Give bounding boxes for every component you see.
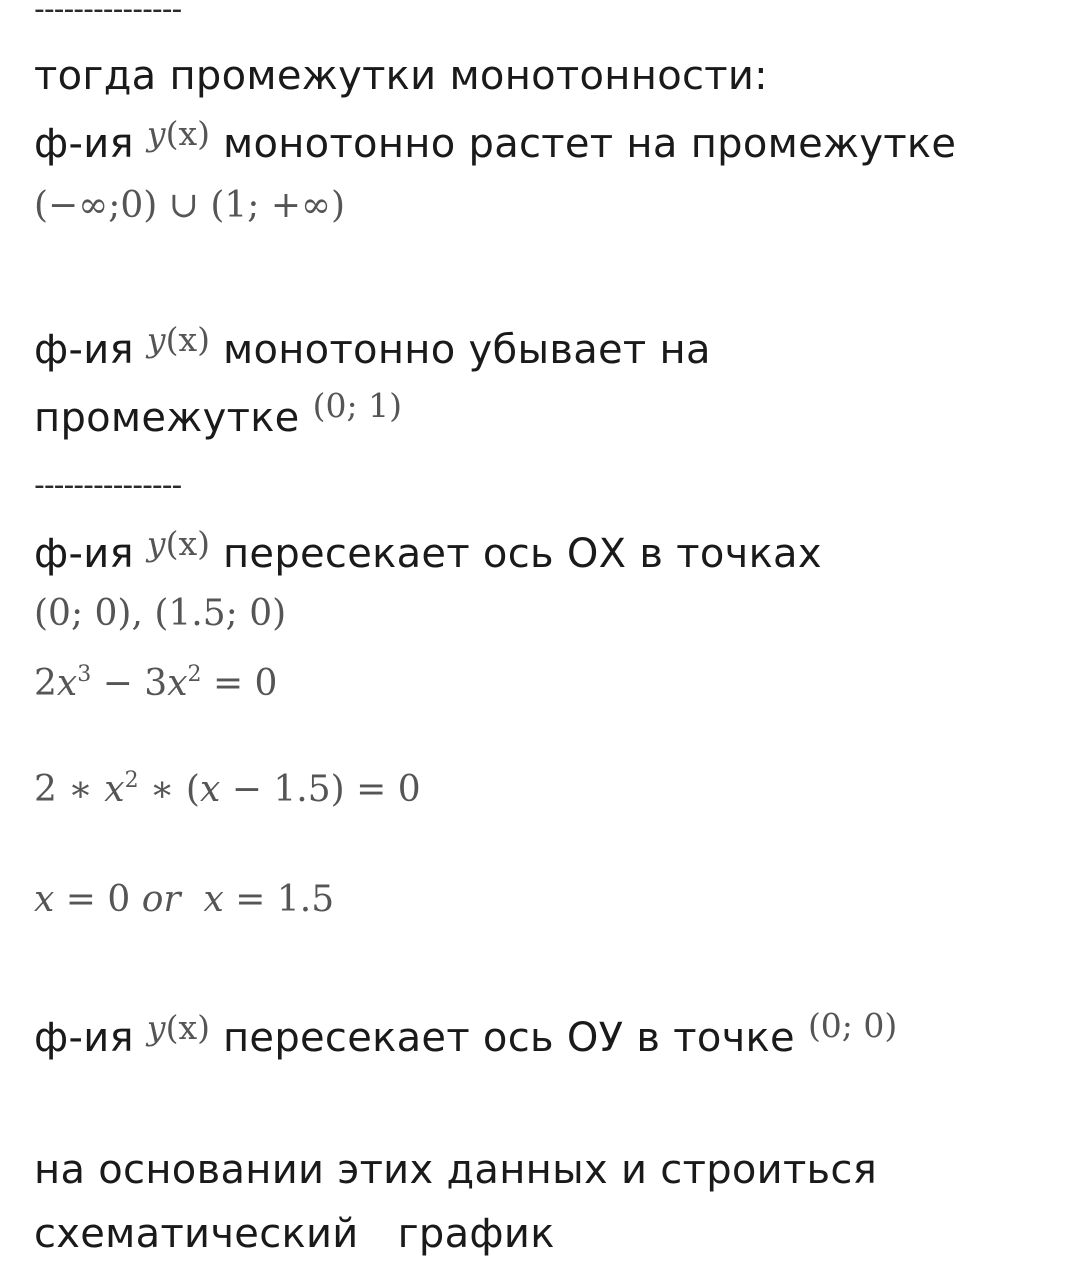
oy-point: (0; 0) [807, 1006, 898, 1045]
ox-prefix: ф-ия [34, 531, 134, 577]
conclusion-line-1: на основании этих данных и строиться [34, 1147, 878, 1193]
solution-var-2: x [203, 879, 224, 920]
eq1-mid: − 3 [91, 663, 168, 704]
oy-function [147, 1008, 210, 1047]
oy-text: пересекает ось ОУ в точке [222, 1015, 795, 1061]
ox-line [34, 524, 822, 580]
func-y: y [146, 1008, 166, 1047]
func-y: y [146, 114, 166, 153]
equation-1 [34, 660, 277, 708]
solution-value-2: = 1.5 [223, 879, 335, 920]
decreasing-function [147, 320, 210, 359]
eq2-exp: 2 [124, 768, 139, 793]
func-arg: (x) [165, 320, 210, 359]
increasing-text: монотонно растет на промежутке [222, 121, 957, 167]
solution-var: x [34, 879, 55, 920]
eq2-var: x [104, 769, 125, 810]
eq2-mid: ∗ ( [138, 769, 200, 810]
eq1-var: x [56, 663, 78, 704]
eq2-coef: 2 ∗ [34, 769, 105, 810]
func-arg: (x) [165, 524, 210, 563]
func-y: y [146, 320, 166, 359]
solution-value-1: = 0 [54, 879, 142, 920]
solution [34, 876, 334, 924]
separator-middle: --------------- [34, 468, 182, 503]
eq1-var-2: x [167, 663, 188, 704]
eq1-coef: 2 [34, 663, 57, 704]
decreasing-prefix: ф-ия [34, 327, 134, 373]
eq1-rhs: = 0 [201, 663, 278, 704]
decreasing-line-2 [34, 386, 402, 444]
eq1-exp-2: 2 [187, 662, 202, 687]
ox-points: (0; 0), (1.5; 0) [34, 593, 287, 634]
oy-prefix: ф-ия [34, 1015, 134, 1061]
oy-line [34, 1006, 898, 1064]
conclusion-line-2: схематический график [34, 1211, 555, 1257]
eq2-rest: − 1.5) = 0 [220, 769, 421, 810]
separator-top: --------------- [34, 0, 182, 27]
decreasing-interval: (0; 1) [312, 386, 402, 425]
increasing-interval: (−∞;0) ∪ (1; +∞) [34, 185, 346, 226]
func-arg: (x) [165, 114, 210, 153]
decreasing-text: монотонно убывает на [222, 327, 711, 373]
increasing-function [147, 114, 210, 153]
decreasing-line [34, 320, 711, 376]
monotonicity-heading: тогда промежутки монотонности: [34, 53, 768, 99]
func-y: y [146, 524, 166, 563]
decreasing-text-2: промежутке [34, 395, 300, 441]
func-arg: (x) [165, 1008, 210, 1047]
equation-2 [34, 766, 421, 814]
increasing-prefix: ф-ия [34, 121, 134, 167]
solution-or: or [141, 879, 181, 920]
ox-function [147, 524, 210, 563]
eq1-exp: 3 [77, 662, 92, 687]
increasing-line [34, 114, 957, 170]
ox-text: пересекает ось ОХ в точках [222, 531, 822, 577]
eq2-var-2: x [199, 769, 221, 810]
